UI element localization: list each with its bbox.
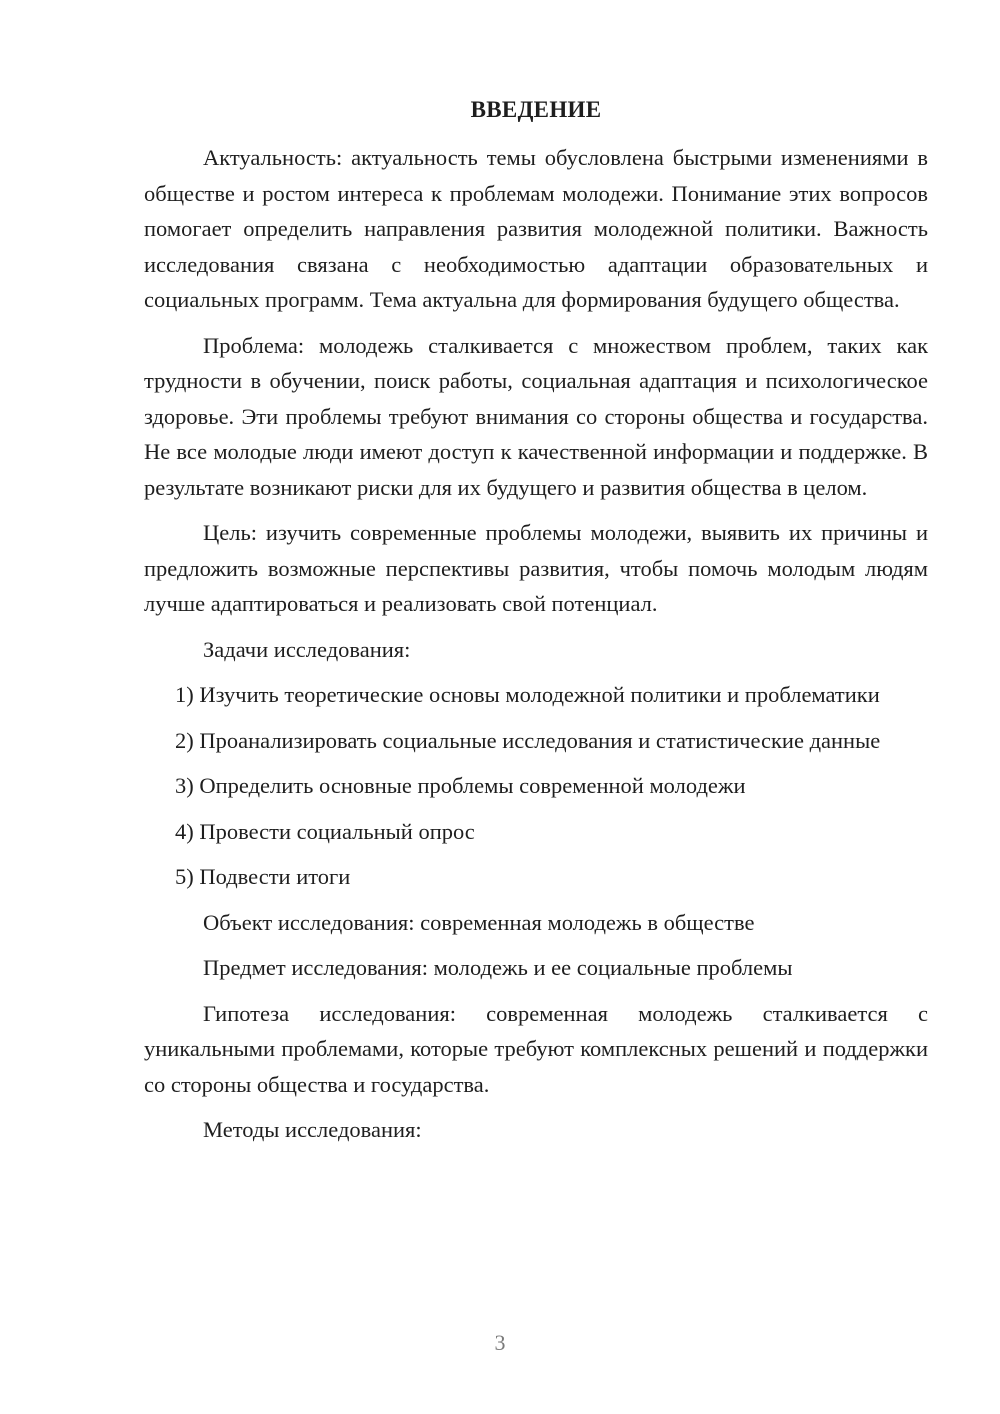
- task-item-1: 1) Изучить теоретические основы молодежной политики и проблематики: [175, 682, 880, 707]
- tasks-title: Задачи исследования:: [203, 636, 411, 662]
- document-page: [144, 96, 928, 1158]
- relevance-paragraph: Актуальность: актуальность темы обусловлена быстрыми изменениями в обществе и ростом интереса к проблемам молодежи. Понимание этих вопросов помогает определить направления развития молодежной политики. Важность исследования связана с необходимостью адаптации образовательных и социальных программ. Тема актуальна для формирования будущего общества.: [144, 145, 928, 312]
- task-item-5: 5) Подвести итоги: [175, 864, 351, 889]
- task-item-3: 3) Определить основные проблемы современной молодежи: [175, 773, 746, 798]
- section-heading: ВВЕДЕНИЕ: [470, 97, 602, 122]
- problem-paragraph: Проблема: молодежь сталкивается с множеством проблем, таких как трудности в обучении, поиск работы, социальная адаптация и психологическое здоровье. Эти проблемы требуют внимания со стороны общества и государства. Не все молодые люди имеют доступ к качественной информации и поддержке. В результате возникают риски для их будущего и развития общества в целом.: [144, 332, 928, 500]
- task-item-2: 2) Проанализировать социальные исследования и статистические данные: [175, 727, 881, 753]
- task-item-4: 4) Провести социальный опрос: [175, 818, 475, 844]
- page-number: 3: [494, 1330, 506, 1355]
- hypothesis-paragraph: Гипотеза исследования: современная молодежь сталкивается с уникальными проблемами, которые требуют комплексных решений и поддержки со стороны общества и государства.: [144, 1000, 928, 1097]
- object-paragraph: Объект исследования: современная молодежь в обществе: [203, 909, 755, 935]
- subject-paragraph: Предмет исследования: молодежь и ее социальные проблемы: [203, 955, 793, 980]
- methods-title: Методы исследования:: [203, 1117, 422, 1142]
- goal-paragraph: Цель: изучить современные проблемы молодежи, выявить их причины и предложить возможные перспективы развития, чтобы помочь молодым людям лучше адаптироваться и реализовать свой потенциал.: [144, 520, 928, 616]
